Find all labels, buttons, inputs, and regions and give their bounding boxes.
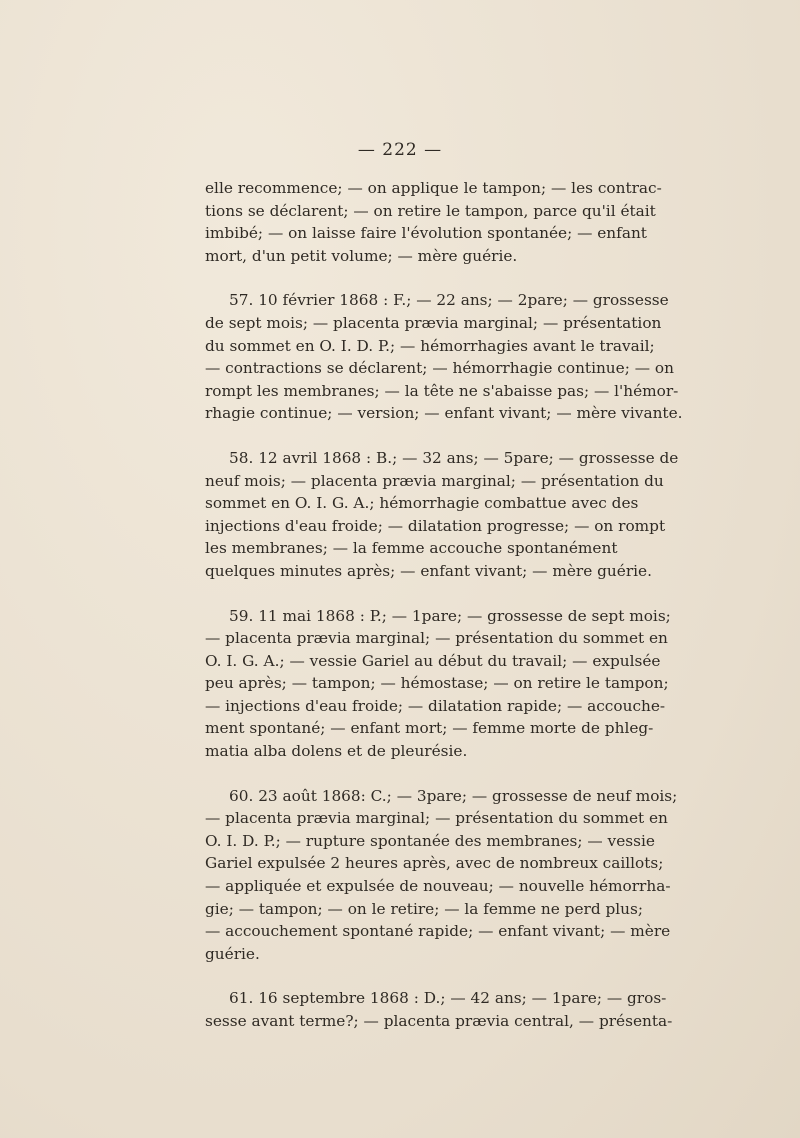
- text-line: gie; — tampon; — on le retire; — la femme ne perd plus;: [205, 899, 644, 918]
- body-text: [205, 177, 683, 1033]
- text-line: mort, d'un petit volume; — mère guérie.: [205, 246, 518, 265]
- text-line: tions se déclarent; — on retire le tampon, parce qu'il était: [205, 201, 656, 220]
- paragraph-case-61: [205, 987, 673, 1032]
- text-line: ment spontané; — enfant mort; — femme morte de phleg-: [205, 719, 654, 738]
- text-line: 59. 11 mai 1868 : P.; — 1pare; — grossesse de sept mois;: [229, 606, 671, 625]
- text-line: O. I. G. A.; — vessie Gariel au début du travail; — expulsée: [205, 651, 661, 670]
- text-line: — contractions se déclarent; — hémorrhagie continue; — on: [205, 359, 674, 378]
- text-line: les membranes; — la femme accouche spontanément: [205, 539, 618, 558]
- text-line: sesse avant terme?; — placenta prævia central, — présenta-: [205, 1012, 673, 1030]
- text-line: 61. 16 septembre 1868 : D.; — 42 ans; — 1pare; — gros-: [229, 989, 667, 1008]
- paragraph-case-57: [205, 289, 683, 425]
- text-line: — appliquée et expulsée de nouveau; — nouvelle hémorrha-: [205, 877, 671, 896]
- text-line: — accouchement spontané rapide; — enfant vivant; — mère: [205, 922, 671, 941]
- paragraph-continuation: [205, 177, 662, 267]
- text-line: Gariel expulsée 2 heures après, avec de nombreux caillots;: [205, 854, 664, 873]
- text-line: sommet en O. I. G. A.; hémorrhagie combattue avec des: [205, 494, 639, 513]
- text-line: injections d'eau froide; — dilatation progresse; — on rompt: [205, 516, 666, 535]
- text-line: — injections d'eau froide; — dilatation rapide; — accouche-: [205, 696, 666, 715]
- text-line: — placenta prævia marginal; — présentation du sommet en: [205, 809, 668, 828]
- text-line: 60. 23 août 1868: C.; — 3pare; — grossesse de neuf mois;: [229, 786, 678, 805]
- paragraph-case-58: [205, 447, 679, 583]
- text-line: du sommet en O. I. D. P.; — hémorrhagies avant le travail;: [205, 336, 655, 355]
- text-line: matia alba dolens et de pleurésie.: [205, 742, 468, 761]
- text-line: O. I. D. P.; — rupture spontanée des membranes; — vessie: [205, 831, 655, 850]
- text-line: imbibé; — on laisse faire l'évolution spontanée; — enfant: [205, 224, 647, 243]
- text-line: 58. 12 avril 1868 : B.; — 32 ans; — 5pare; — grossesse de: [229, 448, 679, 467]
- text-line: rompt les membranes; — la tête ne s'abaisse pas; — l'hémor-: [205, 381, 679, 400]
- text-line: peu après; — tampon; — hémostase; — on retire le tampon;: [205, 674, 669, 693]
- paragraph-case-59: [205, 605, 671, 763]
- paragraph-case-60: [205, 785, 678, 966]
- text-line: quelques minutes après; — enfant vivant; — mère guérie.: [205, 561, 652, 580]
- text-line: rhagie continue; — version; — enfant vivant; — mère vivante.: [205, 404, 683, 423]
- text-line: — placenta prævia marginal; — présentation du sommet en: [205, 629, 668, 648]
- text-line: elle recommence; — on applique le tampon; — les contrac-: [205, 179, 662, 197]
- page-number: — 222 —: [357, 140, 443, 160]
- text-line: guérie.: [205, 944, 260, 963]
- text-line: de sept mois; — placenta prævia marginal; — présentation: [205, 313, 662, 332]
- text-line: 57. 10 février 1868 : F.; — 22 ans; — 2pare; — grossesse: [229, 291, 669, 310]
- text-line: neuf mois; — placenta prævia marginal; — présentation du: [205, 471, 664, 490]
